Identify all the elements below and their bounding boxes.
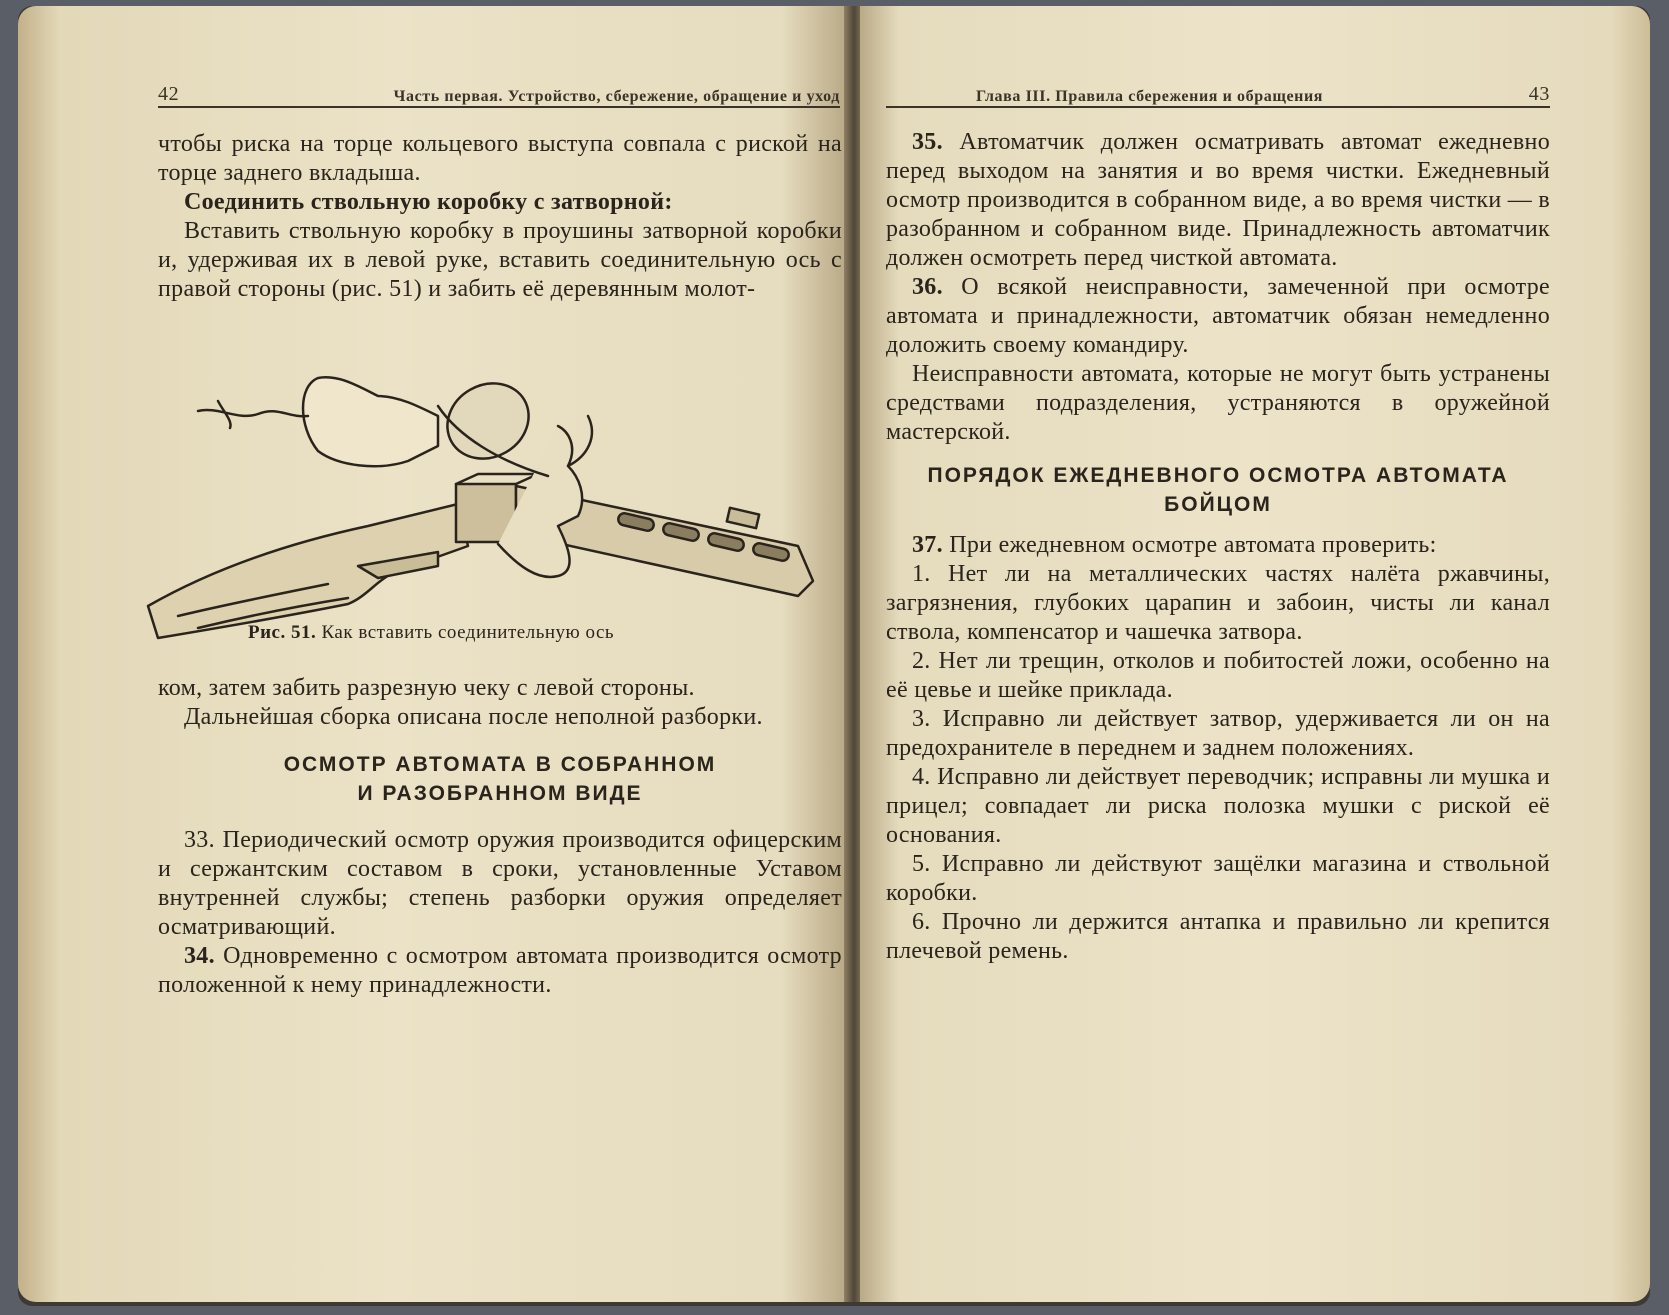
list-item: 5. Исправно ли действуют защёлки магазина и ствольной коробки. xyxy=(886,851,1550,906)
bold-instruction: Соединить ствольную коробку с затворной: xyxy=(184,189,673,215)
right-page-header xyxy=(886,70,1550,108)
list-item: 4. Исправно ли действует переводчик; исправны ли мушка и прицел; совпадает ли риска полозка мушки с риской её основания. xyxy=(886,764,1550,848)
item-number: 34. xyxy=(184,943,215,969)
paragraph: чтобы риска на торце кольцевого выступа совпала с риской на торце заднего вкладыша. xyxy=(158,131,842,186)
paragraph-35 xyxy=(886,128,1550,273)
caption-text: Как вставить соединительную ось xyxy=(321,622,615,643)
heading-line: БОЙЦОМ xyxy=(1164,493,1272,516)
left-text-bottom xyxy=(158,674,842,1000)
paragraph-33 xyxy=(158,826,842,942)
page-number: 43 xyxy=(1528,83,1550,105)
paragraph-text: Периодический осмотр оружия производится офицерским и сержантским составом в сроки, установленные Уставом внутренней службы; степень разборки оружия определяет осматривающий. xyxy=(158,827,842,940)
paragraph-text: О всякой неисправности, замеченной при осмотре автомата и принадлежности, автоматчик обязан немедленно доложить своему командиру. xyxy=(886,274,1550,358)
running-header: Часть первая. Устройство, сбережение, обращение и уход xyxy=(393,88,840,105)
left-text-top xyxy=(158,130,842,304)
paragraph: Вставить ствольную коробку в проушины затворной коробки и, удерживая их в левой руке, вставить соединительную ось с правой стороны (рис. 51) и забить её деревянным молот- xyxy=(158,218,842,302)
paragraph-37 xyxy=(886,531,1550,560)
paragraph: Неисправности автомата, которые не могут быть устранены средствами подразделения, устраняются в оружейной мастерской. xyxy=(886,361,1550,445)
right-page xyxy=(860,6,1650,1302)
heading-line: ОСМОТР АВТОМАТА В СОБРАННОМ xyxy=(283,753,717,776)
open-book xyxy=(18,6,1650,1306)
item-number: 33. xyxy=(184,827,215,853)
paragraph-text: Одновременно с осмотром автомата производится осмотр положенной к нему принадлежности. xyxy=(158,943,842,998)
item-number: 37. xyxy=(912,532,943,558)
section-heading xyxy=(158,750,842,808)
caption-number: Рис. 51. xyxy=(248,622,317,643)
item-number: 36. xyxy=(912,274,943,300)
figure-caption xyxy=(248,622,614,644)
paragraph: Дальнейшая сборка описана после неполной разборки. xyxy=(184,704,763,730)
heading-line: И РАЗОБРАННОМ ВИДЕ xyxy=(357,782,643,805)
paragraph-34 xyxy=(158,942,842,1000)
running-header: Глава III. Правила сбережения и обращения xyxy=(976,88,1324,105)
left-page-header xyxy=(158,70,840,108)
list-item: 1. Нет ли на металлических частях налёта ржавчины, загрязнения, глубоких царапин и забоин, чисты ли канал ствола, компенсатор и чашечка затвора. xyxy=(886,561,1550,645)
right-text xyxy=(886,128,1550,966)
paragraph-36 xyxy=(886,273,1550,360)
rifle-illustration xyxy=(138,366,848,656)
left-page xyxy=(18,6,848,1302)
page-number: 42 xyxy=(158,83,180,105)
paragraph: ком, затем забить разрезную чеку с левой стороны. xyxy=(158,675,695,701)
list-item: 3. Исправно ли действует затвор, удерживается ли он на предохранителе в переднем и заднем положениях. xyxy=(886,706,1550,761)
section-heading xyxy=(886,461,1550,519)
item-number: 35. xyxy=(912,129,943,155)
list-item: 2. Нет ли трещин, отколов и побитостей ложи, особенно на её цевье и шейке приклада. xyxy=(886,648,1550,703)
heading-line: ПОРЯДОК ЕЖЕДНЕВНОГО ОСМОТРА АВТОМАТА xyxy=(927,464,1509,487)
paragraph-text: Автоматчик должен осматривать автомат ежедневно перед выходом на занятия и во время чистки. Ежедневный осмотр производится в собранном виде, а во время чистки — в разобранном и собранном виде. Принадлежность автоматчик должен осмотреть перед чисткой автомата. xyxy=(886,129,1551,271)
list-item: 6. Прочно ли держится антапка и правильно ли крепится плечевой ремень. xyxy=(886,909,1550,964)
paragraph-text: При ежедневном осмотре автомата проверить: xyxy=(949,532,1437,558)
